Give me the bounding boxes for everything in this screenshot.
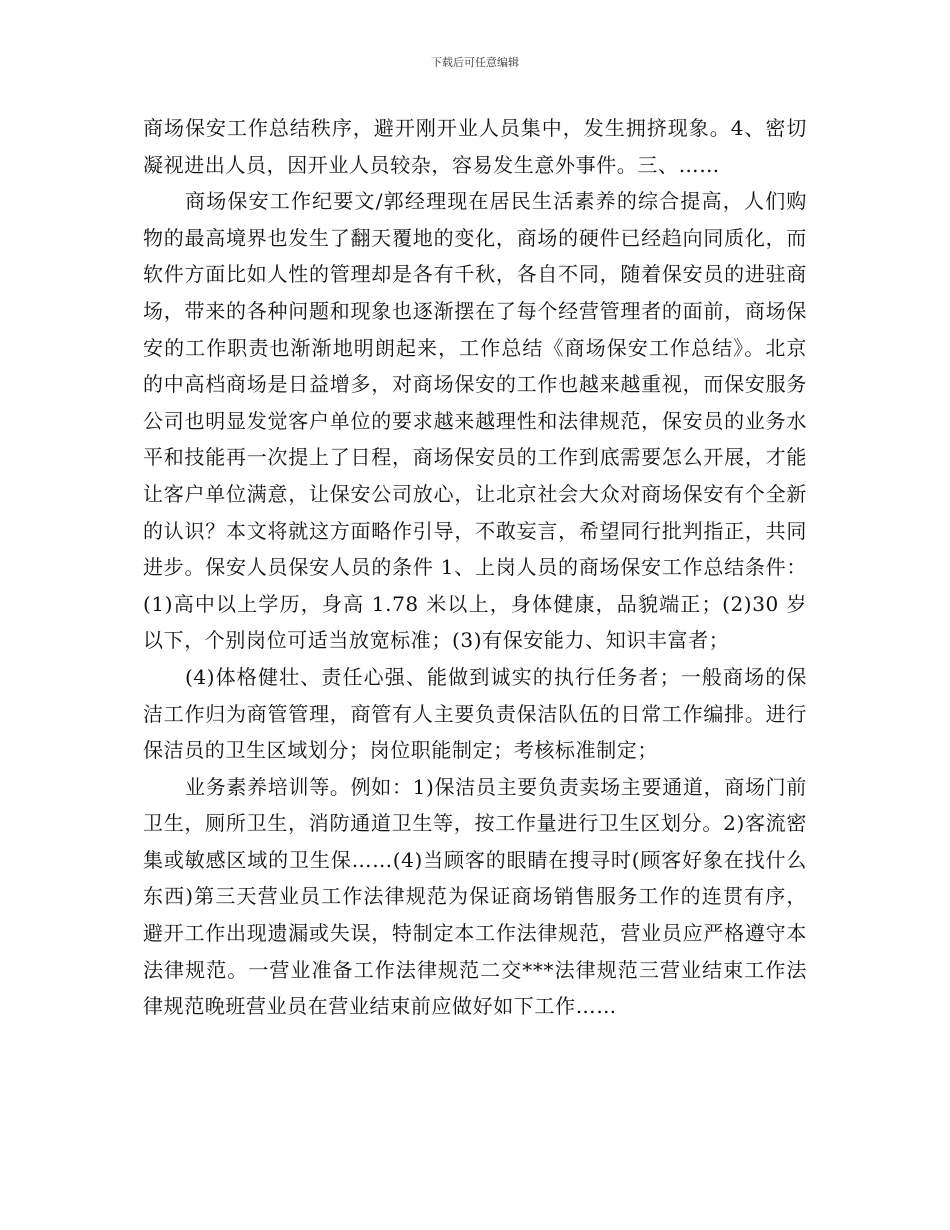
- paragraph-1: 商场保安工作总结秩序，避开刚开业人员集中，发生拥挤现象。4、密切凝视进出人员，因开业人员较杂，容易发生意外事件。三、……: [143, 116, 807, 177]
- page-header: 下载后可任意编辑: [431, 56, 519, 69]
- document-body: [143, 110, 807, 1025]
- paragraph-4: 业务素养培训等。例如：1)保洁员主要负责卖场主要通道，商场门前卫生，厕所卫生，消防通道卫生等，按工作量进行卫生区划分。2)客流密集或敏感区域的卫生保……(4)当顾客的眼睛在搜寻时(顾客好象在找什么东西)第三天营业员工作法律规范为保证商场销售服务工作的连贯有序，避开工作出现遗漏或失误，特制定本工作法律规范，营业员应严格遵守本法律规范。一营业准备工作法律规范二交***法律规范三营业结束工作法律规范晚班营业员在营业结束前应做好如下工作……: [143, 774, 807, 1019]
- paragraph-2: 商场保安工作纪要文/郭经理现在居民生活素养的综合提高，人们购物的最高境界也发生了翻天覆地的变化，商场的硬件已经趋向同质化，而软件方面比如人性的管理却是各有千秋，各自不同，随着保安员的进驻商场，带来的各种问题和现象也逐渐摆在了每个经营管理者的面前，商场保安的工作职责也渐渐地明朗起来，工作总结《商场保安工作总结》。北京的中高档商场是日益增多，对商场保安的工作也越来越重视，而保安服务公司也明显发觉客户单位的要求越来越理性和法律规范，保安员的业务水平和技能再一次提上了日程，商场保安员的工作到底需要怎么开展，才能让客户单位满意，让保安公司放心，让北京社会大众对商场保安有个全新的认识？本文将就这方面略作引导，不敢妄言，希望同行批判指正，共同进步。保安人员保安人员的条件 1、上岗人员的商场保安工作总结条件：(1)高中以上学历，身高 1.78 米以上，身体健康，品貌端正；(2)30 岁以下，个别岗位可适当放宽标准；(3)有保安能力、知识丰富者；: [143, 189, 807, 653]
- paragraph-3: (4)体格健壮、责任心强、能做到诚实的执行任务者；一般商场的保洁工作归为商管管理，商管有人主要负责保洁队伍的日常工作编排。进行保洁员的卫生区域划分；岗位职能制定；考核标准制定；: [143, 664, 807, 763]
